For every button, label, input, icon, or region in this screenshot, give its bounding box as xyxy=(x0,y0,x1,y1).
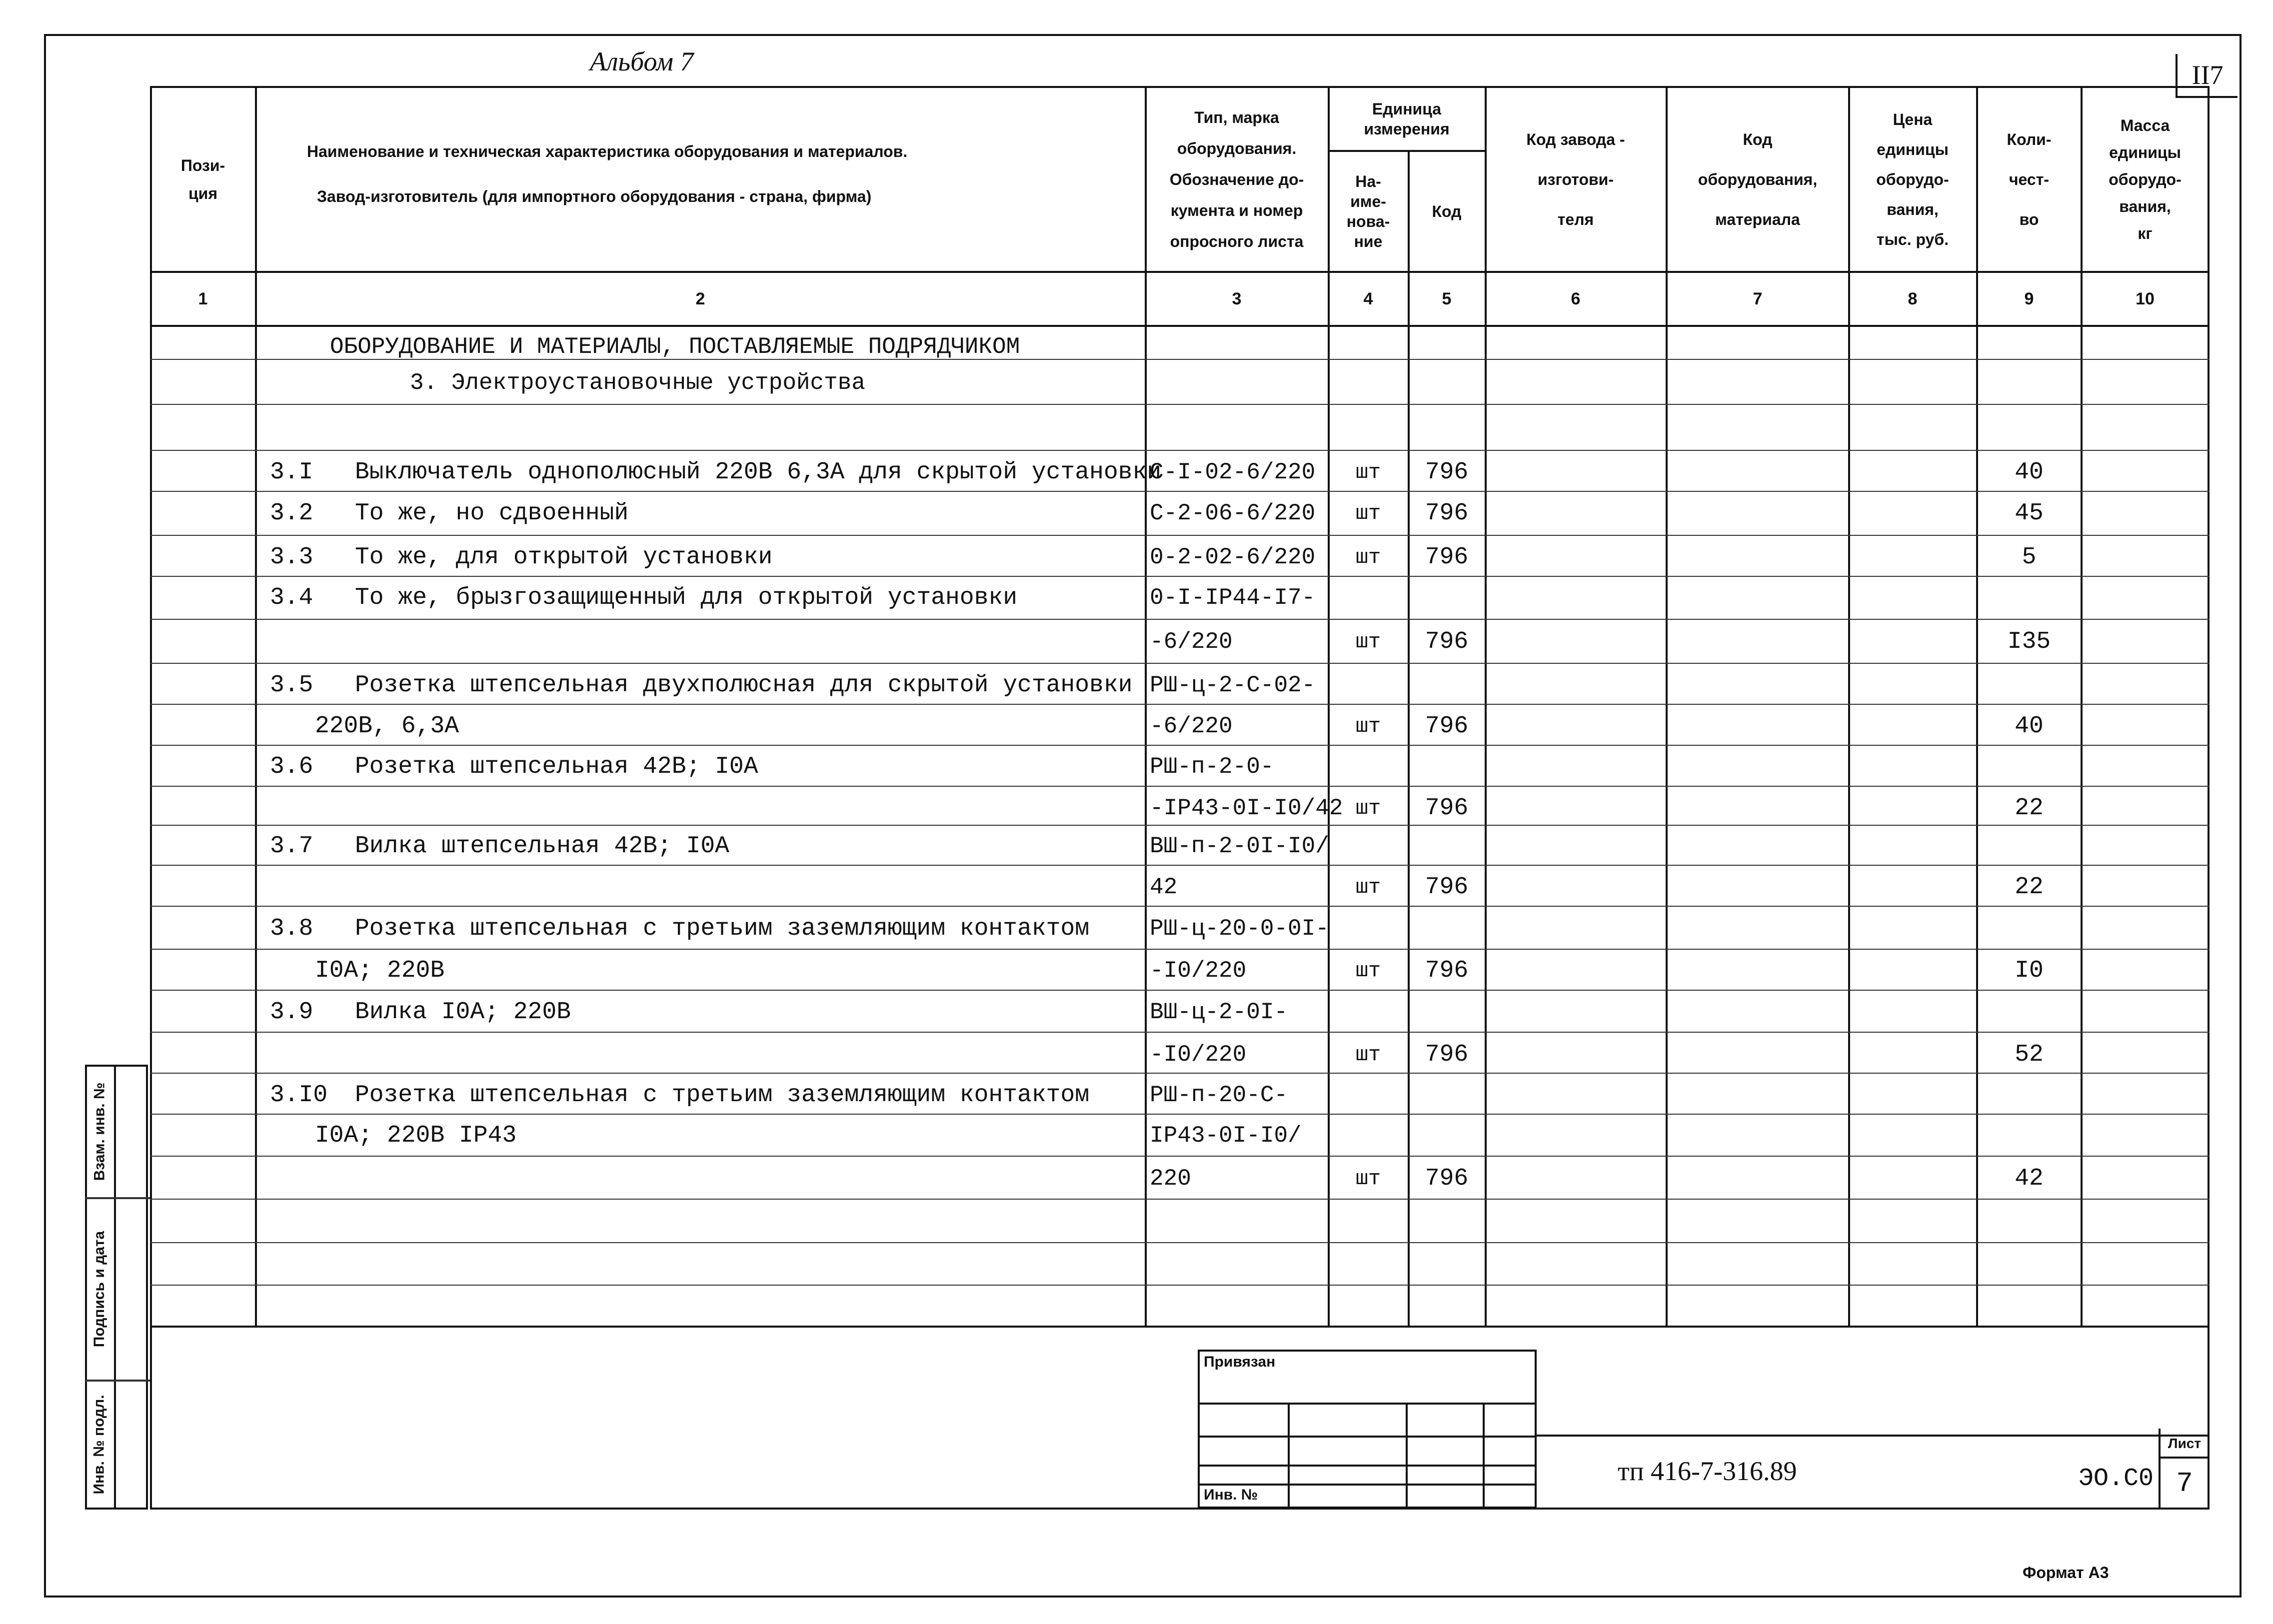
row-unit-code: 796 xyxy=(1425,713,1469,740)
row-position: 3.7 xyxy=(270,833,313,860)
row-name: 220В, 6,3А xyxy=(315,713,459,740)
privyazan-vline1 xyxy=(1288,1403,1290,1509)
table-row xyxy=(0,992,2273,1032)
side-label-podpis: Подпись и дата xyxy=(91,1231,108,1348)
row-separator xyxy=(150,404,2210,405)
table-row xyxy=(0,747,2273,787)
row-unit: шт xyxy=(1355,714,1381,738)
row-quantity xyxy=(1978,1075,2080,1115)
row-unit-code: 796 xyxy=(1425,1041,1469,1068)
row-name: Вилка штепсельная 42В; I0А xyxy=(355,833,729,860)
row-unit: шт xyxy=(1355,959,1381,983)
row-type: РШ-ц-20-0-0I- xyxy=(1150,916,1329,942)
row-name: То же, но сдвоенный xyxy=(355,500,629,527)
row-type: С-I-02-6/220 xyxy=(1150,459,1316,485)
table-row xyxy=(0,622,2273,662)
header-unit-price: Цена единицы оборудо- вания, тыс. руб. xyxy=(1876,110,1949,248)
row-type: -I0/220 xyxy=(1150,1042,1247,1068)
row-unit xyxy=(1330,909,1407,949)
colnum-2: 2 xyxy=(695,289,705,308)
header-name xyxy=(257,88,1144,271)
colnum-1: 1 xyxy=(198,289,208,308)
row-unit: шт xyxy=(1355,1167,1381,1191)
row-unit-code xyxy=(1410,992,1484,1032)
row-quantity: I35 xyxy=(2007,628,2051,655)
row-quantity: 52 xyxy=(2015,1041,2044,1068)
row-separator xyxy=(150,535,2210,536)
row-position: 3.9 xyxy=(270,999,313,1026)
colnum-bottom-line xyxy=(150,325,2210,327)
side-label-vzam: Взам. инв. № xyxy=(91,1082,108,1181)
row-position: 3.2 xyxy=(270,500,313,527)
row-unit xyxy=(1330,665,1407,705)
privyazan-line2 xyxy=(1198,1436,1537,1438)
table-row xyxy=(0,665,2273,705)
row-unit-code xyxy=(1410,826,1484,866)
row-name: Выключатель однополюсный 220В 6,3А для скрытой установки xyxy=(355,459,1162,486)
title-block-top xyxy=(1537,1435,2210,1437)
row-unit xyxy=(1330,578,1407,618)
row-position: 3.I xyxy=(270,459,313,486)
row-quantity xyxy=(1978,826,2080,866)
row-quantity xyxy=(1978,747,2080,787)
side-label-inv-box xyxy=(85,1382,114,1508)
colnum-5: 5 xyxy=(1442,289,1452,308)
row-type: РШ-п-20-С- xyxy=(1150,1082,1288,1108)
row-unit: шт xyxy=(1355,545,1381,569)
row-type: -I0/220 xyxy=(1150,958,1247,984)
header-unit-code: Код xyxy=(1432,202,1462,220)
side-label-vzam-box xyxy=(85,1067,114,1197)
row-separator xyxy=(150,663,2210,664)
row-name xyxy=(315,788,1100,828)
row-unit-code xyxy=(1410,578,1484,618)
row-type: ВШ-ц-2-0I- xyxy=(1150,999,1288,1025)
header-quantity: Коли- чест- во xyxy=(2007,130,2052,228)
table-row xyxy=(0,909,2273,949)
row-unit xyxy=(1330,826,1407,866)
row-name: Розетка штепсельная с третьим заземляющим контактом xyxy=(355,915,1090,942)
row-type: -6/220 xyxy=(1150,713,1233,739)
colnum-6: 6 xyxy=(1571,289,1581,308)
row-unit-code: 796 xyxy=(1425,795,1469,822)
table-row xyxy=(0,1116,2273,1156)
inv-no-label: Инв. № xyxy=(1204,1487,1258,1503)
row-separator xyxy=(150,1156,2210,1157)
row-unit-code: 796 xyxy=(1425,628,1469,655)
row-unit-code: 796 xyxy=(1425,874,1469,901)
table-row xyxy=(0,452,2273,492)
side-label-inv-podl: Инв. № подл. xyxy=(91,1395,107,1495)
header-manufacturer-code: Код завода - изготови- теля xyxy=(1526,130,1625,228)
format-label: Формат А3 xyxy=(2023,1564,2109,1582)
row-quantity xyxy=(1978,1116,2080,1156)
album-label: Альбом 7 xyxy=(590,46,694,76)
privyazan-vline2 xyxy=(1406,1403,1408,1509)
row-quantity: 22 xyxy=(2015,795,2044,822)
row-type: РШ-п-2-0- xyxy=(1150,754,1274,780)
table-row xyxy=(0,537,2273,577)
privyazan-label: Привязан xyxy=(1204,1354,1276,1370)
sheet-number: 7 xyxy=(2176,1468,2193,1500)
row-unit xyxy=(1330,747,1407,787)
row-unit-code xyxy=(1410,747,1484,787)
row-unit-code xyxy=(1410,665,1484,705)
row-separator xyxy=(150,450,2210,451)
colnum-4: 4 xyxy=(1363,289,1373,308)
row-type: IP43-0I-I0/ xyxy=(1150,1123,1302,1149)
row-name: Розетка штепсельная двухполюсная для скрытой установки xyxy=(355,672,1133,699)
row-quantity: 5 xyxy=(2022,544,2037,571)
header-position: Пози- ция xyxy=(180,156,225,202)
header-name-line2: Завод-изготовитель (для импортного оборудования - страна, фирма) xyxy=(317,187,872,205)
header-mass: Масса единицы оборудо- вания, кг xyxy=(2109,116,2182,242)
row-name: То же, брызгозащищенный для открытой установки xyxy=(355,584,1018,611)
sheet-box-divider xyxy=(2159,1457,2210,1459)
header-type: Тип, марка оборудования. Обозначение до- кумента и номер опросного листа xyxy=(1169,108,1304,250)
header-name-line1: Наименование и техническая характеристика оборудования и материалов. xyxy=(307,142,908,160)
row-quantity: 42 xyxy=(2015,1165,2044,1192)
row-separator xyxy=(150,1242,2210,1243)
row-unit-code xyxy=(1410,909,1484,949)
table-row xyxy=(0,706,2273,746)
table-row xyxy=(0,1159,2273,1199)
header-unit-name: На- име- нова- ние xyxy=(1346,172,1390,250)
table-row xyxy=(0,788,2273,828)
privyazan-line4 xyxy=(1198,1484,1537,1486)
privyazan-line3 xyxy=(1198,1465,1537,1467)
row-unit: шт xyxy=(1355,796,1381,820)
row-separator xyxy=(150,1199,2210,1200)
row-unit-code: 796 xyxy=(1425,500,1469,527)
privyazan-line1 xyxy=(1198,1403,1537,1405)
row-type: -IP43-0I-I0/42 xyxy=(1150,795,1343,821)
table-row xyxy=(0,578,2273,618)
row-name xyxy=(315,867,1100,907)
table-body-bottom xyxy=(150,1326,2210,1328)
header-unit-group: Единица измерения xyxy=(1364,100,1450,138)
row-name xyxy=(315,1035,1100,1075)
row-separator xyxy=(150,1285,2210,1286)
row-type: 0-I-IP44-I7- xyxy=(1150,585,1316,611)
row-type: -6/220 xyxy=(1150,629,1233,655)
row-unit xyxy=(1330,992,1407,1032)
table-row xyxy=(0,951,2273,991)
row-quantity xyxy=(1978,665,2080,705)
row-name xyxy=(315,1159,1100,1199)
row-type: 0-2-02-6/220 xyxy=(1150,544,1316,570)
side-stamp-line1 xyxy=(85,1197,150,1199)
side-stamp-divider xyxy=(114,1065,116,1510)
row-type: 42 xyxy=(1150,874,1178,900)
row-quantity xyxy=(1978,909,2080,949)
table-row xyxy=(0,1075,2273,1115)
row-position: 3.4 xyxy=(270,584,313,611)
header-equipment-code: Код оборудования, материала xyxy=(1698,130,1818,228)
row-quantity: 22 xyxy=(2015,874,2044,901)
row-position: 3.6 xyxy=(270,753,313,780)
row-name: I0А; 220В xyxy=(315,957,445,984)
row-quantity xyxy=(1978,992,2080,1032)
colnum-3: 3 xyxy=(1232,289,1242,308)
privyazan-vline3 xyxy=(1483,1403,1485,1509)
row-unit: шт xyxy=(1355,460,1381,484)
row-position: 3.I0 xyxy=(270,1082,328,1109)
row-unit: шт xyxy=(1355,875,1381,899)
row-unit-code: 796 xyxy=(1425,1165,1469,1192)
section-title: ОБОРУДОВАНИЕ И МАТЕРИАЛЫ, ПОСТАВЛЯЕМЫЕ ПОДРЯДЧИКОМ xyxy=(330,334,1020,360)
side-label-podpis-box xyxy=(85,1200,114,1379)
subsection-title: 3. Электроустановочные устройства xyxy=(410,370,865,396)
row-name xyxy=(315,622,1100,662)
row-quantity: 40 xyxy=(2015,713,2044,740)
table-row xyxy=(0,1035,2273,1075)
colnum-8: 8 xyxy=(1908,289,1918,308)
row-quantity: I0 xyxy=(2015,957,2044,984)
row-name: То же, для открытой установки xyxy=(355,544,773,571)
row-unit: шт xyxy=(1355,501,1381,525)
row-separator xyxy=(150,619,2210,620)
doc-code: тп 416-7-316.89 xyxy=(1618,1456,1797,1486)
row-type: РШ-ц-2-С-02- xyxy=(1150,672,1316,698)
row-position: 3.8 xyxy=(270,915,313,942)
row-unit-code: 796 xyxy=(1425,459,1469,486)
row-unit: шт xyxy=(1355,1043,1381,1067)
colnum-10: 10 xyxy=(2136,289,2155,308)
table-row xyxy=(0,493,2273,533)
row-name: Розетка штепсельная 42В; I0А xyxy=(355,753,758,780)
row-unit-code: 796 xyxy=(1425,957,1469,984)
row-unit-code xyxy=(1410,1075,1484,1115)
row-name: I0А; 220В IP43 xyxy=(315,1122,517,1149)
row-type: 220 xyxy=(1150,1166,1191,1192)
row-name: Розетка штепсельная с третьим заземляющим контактом xyxy=(355,1082,1090,1109)
row-type: ВШ-п-2-0I-I0/ xyxy=(1150,833,1329,859)
row-quantity: 45 xyxy=(2015,500,2044,527)
row-separator xyxy=(150,949,2210,950)
page-number: II7 xyxy=(2192,60,2224,90)
row-unit xyxy=(1330,1075,1407,1115)
row-position: 3.5 xyxy=(270,672,313,699)
colnum-7: 7 xyxy=(1753,289,1763,308)
row-type: С-2-06-6/220 xyxy=(1150,500,1316,526)
row-name: Вилка I0А; 220В xyxy=(355,999,571,1026)
section-code: ЭО.С0 xyxy=(2079,1465,2154,1493)
sheet-label: Лист xyxy=(2168,1436,2202,1451)
row-quantity xyxy=(1978,578,2080,618)
row-quantity: 40 xyxy=(2015,459,2044,486)
row-unit: шт xyxy=(1355,630,1381,654)
row-unit xyxy=(1330,1116,1407,1156)
row-unit-code xyxy=(1410,1116,1484,1156)
table-row xyxy=(0,826,2273,866)
row-unit-code: 796 xyxy=(1425,544,1469,571)
row-position: 3.3 xyxy=(270,544,313,571)
colnum-9: 9 xyxy=(2024,289,2034,308)
table-row xyxy=(0,867,2273,907)
